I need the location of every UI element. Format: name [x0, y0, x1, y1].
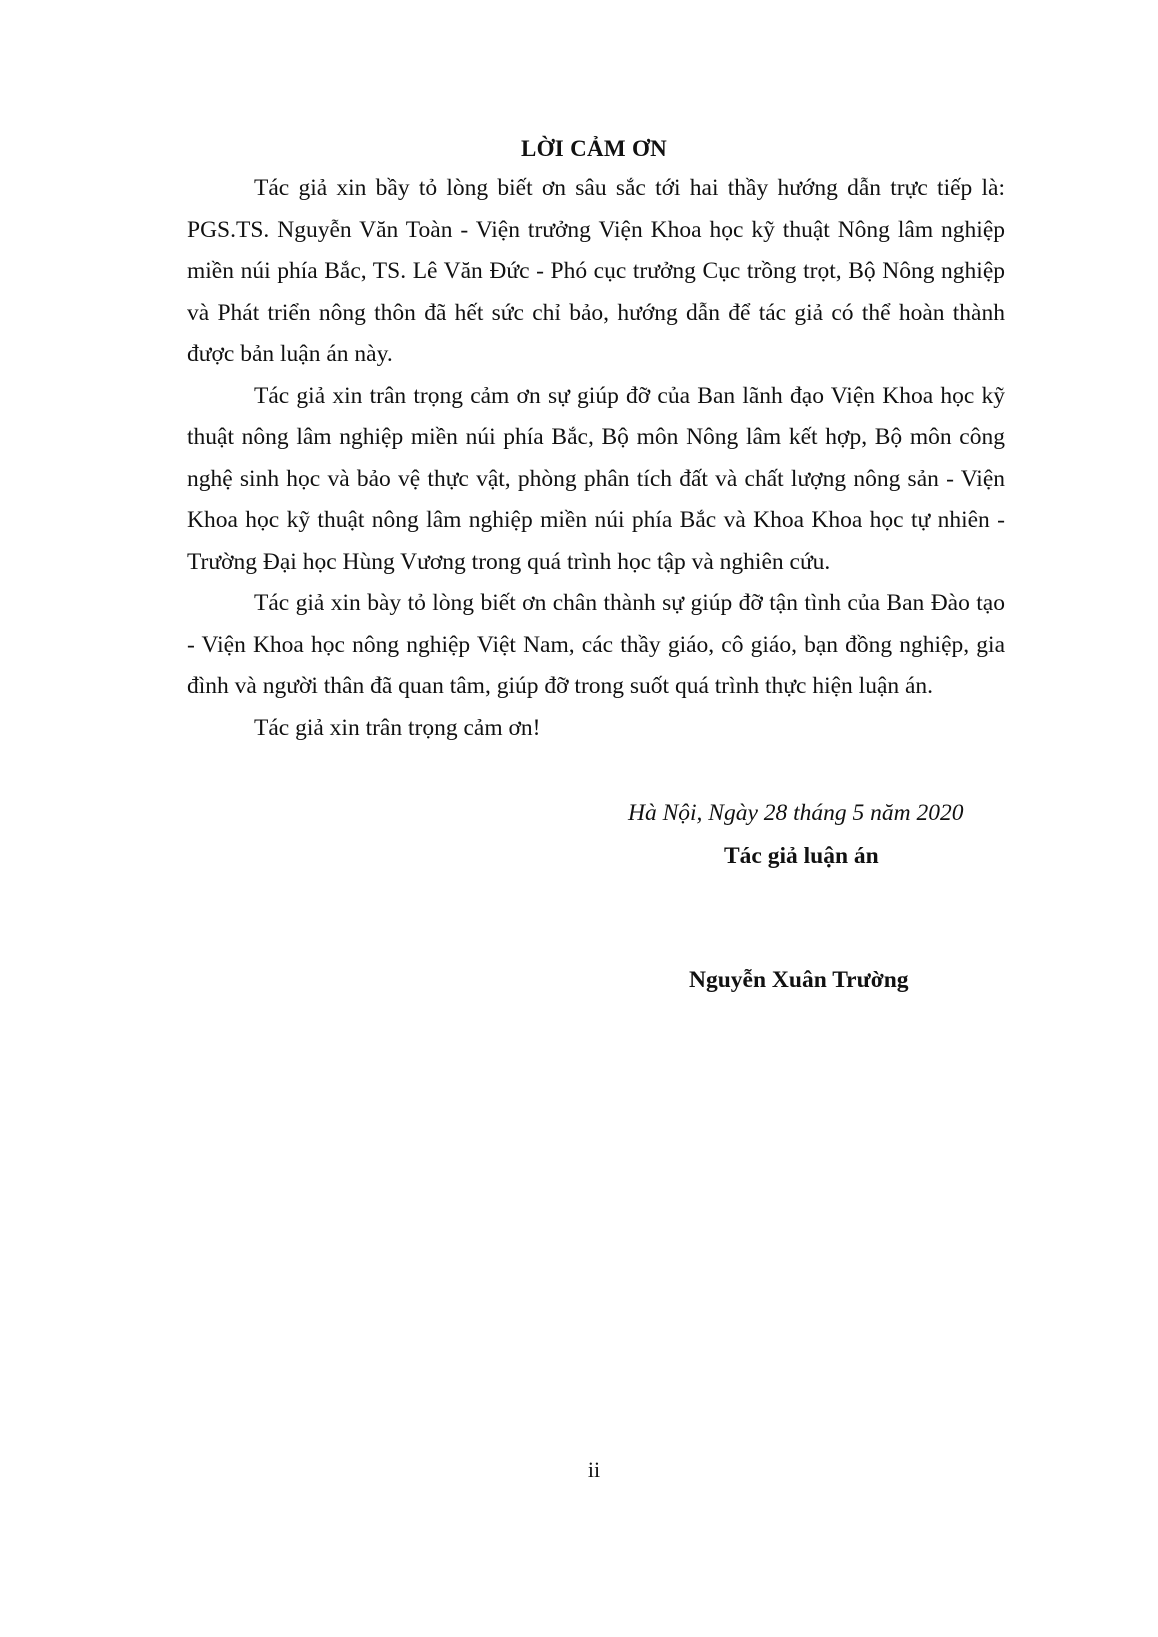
author-name: Nguyễn Xuân Trường [689, 967, 909, 993]
page-title: LỜI CẢM ƠN [520, 136, 668, 161]
paragraph-training-family: Tác giả xin bày tỏ lòng biết ơn chân thành sự giúp đỡ tận tình của Ban Đào tạo - Viện Khoa học nông nghiệp Việt Nam, các thầy giáo, cô giáo, bạn đồng nghiệp, gia đình và người thân đã quan tâm, giúp đỡ trong suốt quá trình thực hiện luận án. [187, 590, 1005, 699]
acknowledgement-body [187, 168, 1005, 749]
date-line: Hà Nội, Ngày 28 tháng 5 năm 2020 [628, 800, 964, 826]
paragraph-institutes: Tác giả xin trân trọng cảm ơn sự giúp đỡ của Ban lãnh đạo Viện Khoa học kỹ thuật nông lâm nghiệp miền núi phía Bắc, Bộ môn Nông lâm kết hợp, Bộ môn công nghệ sinh học và bảo vệ thực vật, phòng phân tích đất và chất lượng nông sản - Viện Khoa học kỹ thuật nông lâm nghiệp miền núi phía Bắc và Khoa Khoa học tự nhiên - Trường Đại học Hùng Vương trong quá trình học tập và nghiên cứu. [187, 382, 1005, 575]
closing-thanks: Tác giả xin trân trọng cảm ơn! [254, 714, 541, 741]
author-label: Tác giả luận án [724, 843, 879, 869]
paragraph-advisors: Tác giả xin bầy tỏ lòng biết ơn sâu sắc tới hai thầy hướng dẫn trực tiếp là: PGS.TS. Nguyễn Văn Toàn - Viện trưởng Viện Khoa học kỹ thuật Nông lâm nghiệp miền núi phía Bắc, TS. Lê Văn Đức - Phó cục trưởng Cục trồng trọt, Bộ Nông nghiệp và Phát triển nông thôn đã hết sức chỉ bảo, hướng dẫn để tác giả có thể hoàn thành được bản luận án này. [187, 175, 1005, 367]
page-number: ii [587, 1457, 601, 1482]
